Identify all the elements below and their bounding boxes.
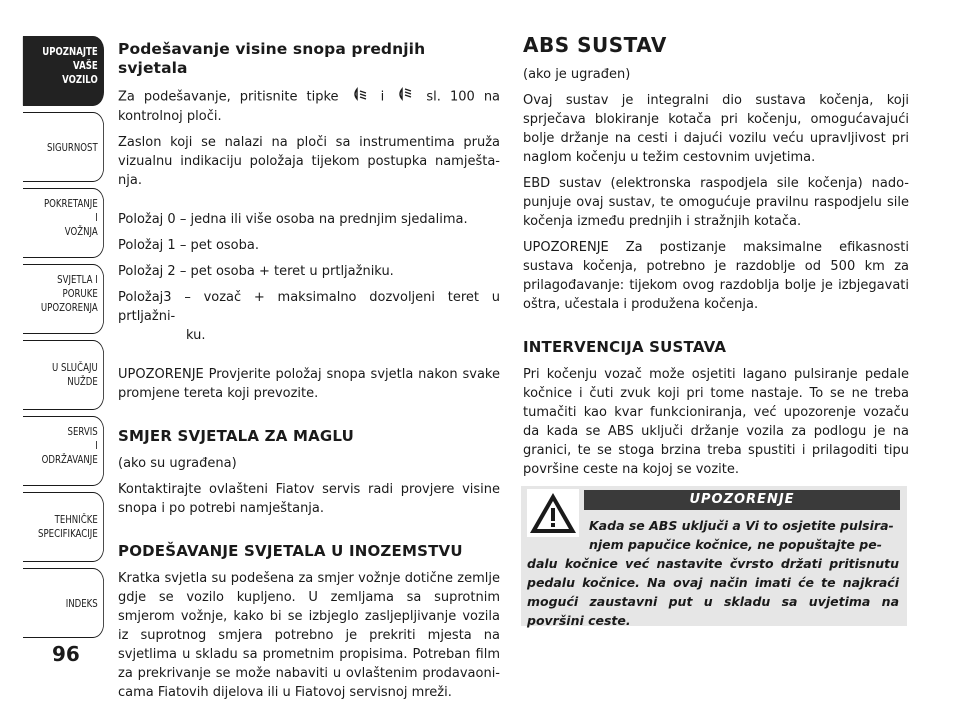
paragraph: Pri kočenju vozač može osjetiti lagano pulsiranje pedale kočnice i čuti zvuk koji pri tome nastaje. To se ne treba tumačiti kao kvar funkcioniranja, već upozorenje vozaču da kada se ABS uključi držanje vozila za podlogu je na granici, te se stoga brzina treba spustiti i prilagoditi tipu površine ceste na kojoj se vozite. xyxy=(523,367,909,477)
tab-label-line: PORUKE xyxy=(62,287,98,300)
note: (ako je ugrađen) xyxy=(523,67,631,82)
tab-tehnicke-specifikacije[interactable] xyxy=(23,492,104,562)
tab-indeks[interactable] xyxy=(23,568,104,638)
position-3: Položaj3 – vozač + maksimalno dozvoljeni teret u prtljažni- xyxy=(118,290,500,324)
tab-label-line: I xyxy=(95,439,98,452)
warning-title: UPOZORENJE xyxy=(584,490,900,510)
headlight-up-icon xyxy=(397,87,413,107)
tab-label-line: I xyxy=(95,211,98,224)
tab-svjetla-i-poruke-upozorenja[interactable] xyxy=(23,264,104,334)
tab-label-line: UPOZNAJTE xyxy=(42,45,98,58)
section-heading: SMJER SVJETALA ZA MAGLU xyxy=(118,427,354,445)
note: (ako su ugrađena) xyxy=(118,456,237,471)
position-2: Položaj 2 – pet osoba + teret u prtljažniku. xyxy=(118,264,394,279)
paragraph: Ovaj sustav je integralni dio sustava kočenja, koji sprječava blokiranje kotača pri kočenju, omogućavajući bolje držanje na cesti i dajući vozilu veću upravljivost pri naglom kočenju u težim cestovnim uvjetima. xyxy=(523,93,909,165)
page-number: 96 xyxy=(52,642,80,666)
tab-sigurnost[interactable] xyxy=(23,112,104,182)
warning-line: Kada se ABS uključi a Vi to osjetite pulsira- xyxy=(589,518,894,533)
warning-line: njem papučice kočnice, ne popuštajte pe- xyxy=(589,537,882,552)
tab-u-slucaju-nuzde[interactable] xyxy=(23,340,104,410)
tab-label-line: VAŠE xyxy=(73,59,98,72)
tab-label-line: UPOZORENJA xyxy=(40,301,98,314)
paragraph: Kontaktirajte ovlašteni Fiatov servis radi provjere visine snopa i po potrebi namještanja. xyxy=(118,482,500,516)
tab-label-line: VOZILO xyxy=(62,73,98,86)
paragraph: Zaslon koji se nalazi na ploči sa instrumentima pruža vizualnu indikaciju položaja tijekom postupka namješta-nja. xyxy=(118,135,500,188)
tab-label-line: ODRŽAVANJE xyxy=(41,453,98,466)
tab-label-line: SIGURNOST xyxy=(47,141,98,154)
paragraph xyxy=(118,87,500,126)
tab-label-line: TEHNIČKE xyxy=(54,513,98,526)
section-heading: Podešavanje visine snopa prednjih svjetala xyxy=(118,40,426,77)
left-column xyxy=(118,36,500,702)
section-heading: ABS SUSTAV xyxy=(523,33,667,57)
tab-label-line: INDEKS xyxy=(65,597,98,610)
tab-label-line: SPECIFIKACIJE xyxy=(38,527,98,540)
paragraph: EBD sustav (elektronska raspodjela sile kočenja) nado-punjuje ovaj sustav, te omogućuje pravilnu raspodjelu sile kočenja između prednjih i stražnjih kotača. xyxy=(523,176,909,229)
position-3-cont: ku. xyxy=(186,328,206,343)
position-1: Položaj 1 – pet osoba. xyxy=(118,238,259,253)
tab-label-line: NUŽDE xyxy=(67,375,98,388)
tab-upoznajte-vase-vozilo[interactable] xyxy=(23,36,104,106)
text: sl. 100 na kontrolnoj ploči. xyxy=(118,89,501,124)
paragraph: UPOZORENJE Za postizanje maksimalne efikasnosti sustava kočenja, potrebno je razdoblje od 500 km za prilagođavanje: tijekom ovog razdoblja bolje je izbjegavati oštra, učestala i produžena kočenja. xyxy=(523,240,909,312)
text: Za podešavanje, pritisnite tipke xyxy=(118,89,339,105)
tab-label-line: SERVIS xyxy=(67,425,98,438)
tab-label-line: POKRETANJE xyxy=(44,197,98,210)
warning-note: UPOZORENJE Provjerite položaj snopa svjetla nakon svake promjene tereta koji prevozite. xyxy=(118,367,500,401)
tab-servis-i-odrzavanje[interactable] xyxy=(23,416,104,486)
tab-label-line: SVJETLA I xyxy=(57,273,98,286)
warning-line: dalu kočnice već nastavite čvrsto držati pritisnutu pedalu kočnice. Na ovaj način imati će te najkraći mogući zaustavni put u skladu sa uvjetima na površini ceste. xyxy=(527,556,899,628)
text: i xyxy=(380,89,385,105)
section-heading: PODEŠAVANJE SVJETALA U INOZEMSTVU xyxy=(118,542,463,560)
headlight-down-icon xyxy=(352,87,368,107)
paragraph: Kratka svjetla su podešena za smjer vožnje dotične zemlje gdje se vozilo kupljeno. U zemljama sa suprotnim smjerom vožnje, kako bi se izbjeglo zasljepljivanje vozila iz suprotnog smjera potrebno je prekriti mjesta na svjetlima u skladu sa prometnim propisima. Potreban film za prekrivanje se može nabaviti u ovlaštenim prodavaoni-cama Fiatovih dijelova ili u Fiatovoj servisnoj mreži. xyxy=(118,571,500,700)
section-heading: INTERVENCIJA SUSTAVA xyxy=(523,338,727,356)
tab-label-line: U SLUČAJU xyxy=(51,361,98,374)
tab-label-line: VOŽNJA xyxy=(64,225,98,238)
warning-text xyxy=(527,516,899,630)
position-0: Položaj 0 – jedna ili više osoba na prednjim sjedalima. xyxy=(118,212,468,227)
right-column xyxy=(523,33,909,479)
tab-pokretanje-i-voznja[interactable] xyxy=(23,188,104,258)
